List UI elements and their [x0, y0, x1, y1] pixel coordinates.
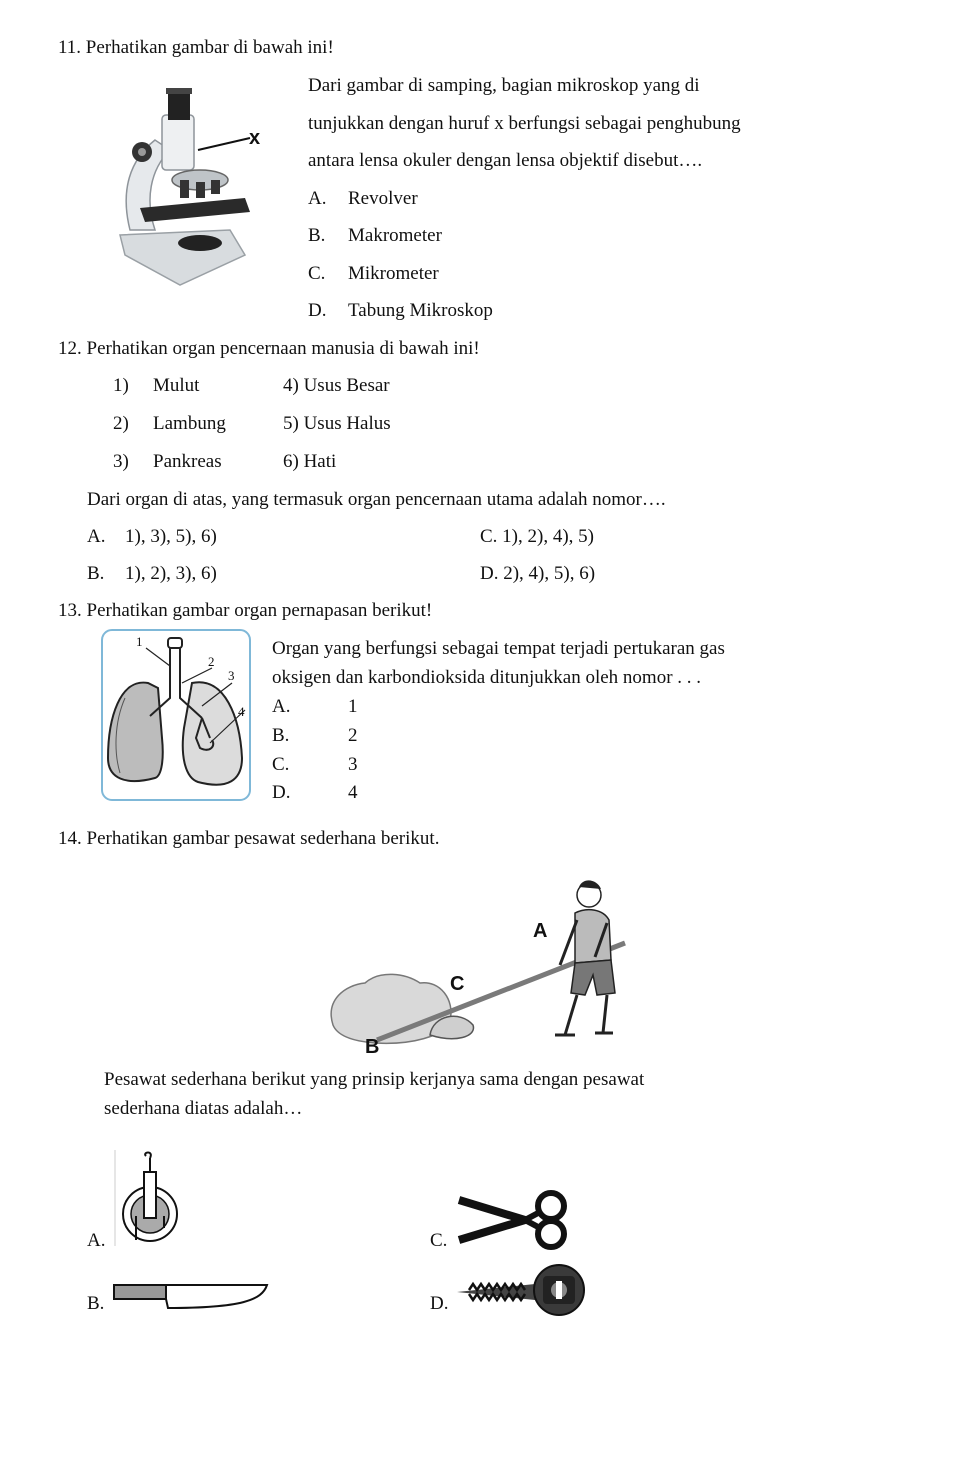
q11-option-b[interactable]	[308, 225, 442, 248]
option-letter: A.	[272, 696, 291, 717]
q11-option-c[interactable]	[308, 263, 439, 286]
option-letter: B.	[308, 225, 326, 246]
lung-label-1: 1	[136, 634, 143, 649]
option-text: Makrometer	[348, 225, 442, 246]
q12-organ-2	[113, 413, 226, 436]
option-text: 1	[348, 696, 358, 717]
q13-option-c[interactable]	[272, 754, 358, 777]
lung-label-4: 4	[238, 704, 245, 719]
option-text: Tabung Mikroskop	[348, 300, 493, 321]
option-text: 1), 3), 5), 6)	[125, 526, 217, 547]
lung-label-2: 2	[208, 654, 215, 669]
q12-organ-3	[113, 451, 222, 474]
option-letter: B.	[272, 725, 290, 746]
organ-number: 1)	[113, 375, 129, 396]
lever-label-b: B	[365, 1036, 380, 1058]
scissors-icon[interactable]	[455, 1190, 575, 1250]
q12-option-d[interactable]: D. 2), 4), 5), 6)	[480, 563, 596, 584]
microscope-label-x: x	[249, 127, 261, 149]
q12-question: Dari organ di atas, yang termasuk organ pencernaan utama adalah nomor….	[87, 489, 666, 510]
option-letter: B.	[87, 1293, 105, 1314]
organ-name: Pankreas	[153, 451, 222, 472]
organ-number: 2)	[113, 413, 129, 434]
organ-name: Lambung	[153, 413, 226, 434]
option-letter: A.	[87, 1230, 106, 1251]
lever-label-a: A	[533, 920, 548, 942]
organ-number: 3)	[113, 451, 129, 472]
q11-text-line-3: antara lensa okuler dengan lensa objektif disebut….	[308, 150, 703, 171]
microscope-image	[110, 80, 260, 290]
q14-option-d[interactable]	[430, 1293, 448, 1316]
option-letter: A.	[87, 526, 106, 547]
q12-organ-5: 5) Usus Halus	[283, 413, 391, 434]
option-text: 2	[348, 725, 358, 746]
q14-option-c[interactable]	[430, 1230, 447, 1253]
q14-option-a[interactable]	[87, 1230, 105, 1253]
option-letter: C.	[308, 263, 326, 284]
pulley-icon[interactable]	[114, 1148, 186, 1248]
option-text: 4	[348, 782, 358, 803]
option-letter: C.	[272, 754, 290, 775]
option-text: 1), 2), 3), 6)	[125, 563, 217, 584]
q11-text-line-1: Dari gambar di samping, bagian mikroskop yang di	[308, 75, 700, 96]
q13-option-b[interactable]	[272, 725, 358, 748]
q12-option-b[interactable]	[87, 563, 217, 586]
q11-option-d[interactable]	[308, 300, 493, 323]
option-letter: D.	[308, 300, 327, 321]
option-letter: A.	[308, 188, 327, 209]
q13-text-line-2: oksigen dan karbondioksida ditunjukkan oleh nomor . . .	[272, 667, 702, 688]
q12-option-c[interactable]: C. 1), 2), 4), 5)	[480, 526, 594, 547]
lungs-image	[100, 628, 252, 802]
option-letter: C.	[430, 1230, 448, 1251]
q11-heading: 11. Perhatikan gambar di bawah ini!	[58, 37, 334, 58]
lever-image	[325, 875, 635, 1058]
screw-icon[interactable]	[455, 1262, 595, 1318]
q12-organ-1	[113, 375, 199, 398]
q14-option-b[interactable]	[87, 1293, 104, 1316]
q12-organ-4: 4) Usus Besar	[283, 375, 390, 396]
q12-heading: 12. Perhatikan organ pencernaan manusia di bawah ini!	[58, 338, 480, 359]
option-letter: D.	[430, 1293, 449, 1314]
q13-option-d[interactable]	[272, 782, 358, 805]
q12-option-a[interactable]	[87, 526, 217, 549]
q14-text-line-1: Pesawat sederhana berikut yang prinsip kerjanya sama dengan pesawat	[104, 1069, 645, 1090]
lever-label-c: C	[450, 973, 465, 995]
option-text: 3	[348, 754, 358, 775]
option-text: Revolver	[348, 188, 418, 209]
lung-label-3: 3	[228, 668, 235, 683]
q13-heading: 13. Perhatikan gambar organ pernapasan berikut!	[58, 600, 433, 621]
organ-name: Mulut	[153, 375, 200, 396]
q13-option-a[interactable]	[272, 696, 358, 719]
q11-text-line-2: tunjukkan dengan huruf x berfungsi sebagai penghubung	[308, 113, 741, 134]
q13-text-line-1: Organ yang berfungsi sebagai tempat terjadi pertukaran gas	[272, 638, 725, 659]
option-letter: B.	[87, 563, 105, 584]
q14-heading: 14. Perhatikan gambar pesawat sederhana berikut.	[58, 828, 440, 849]
q11-option-a[interactable]	[308, 188, 418, 211]
knife-icon[interactable]	[112, 1280, 272, 1312]
q14-text-line-2: sederhana diatas adalah…	[104, 1098, 303, 1119]
option-text: Mikrometer	[348, 263, 439, 284]
option-letter: D.	[272, 782, 291, 803]
q12-organ-6: 6) Hati	[283, 451, 337, 472]
